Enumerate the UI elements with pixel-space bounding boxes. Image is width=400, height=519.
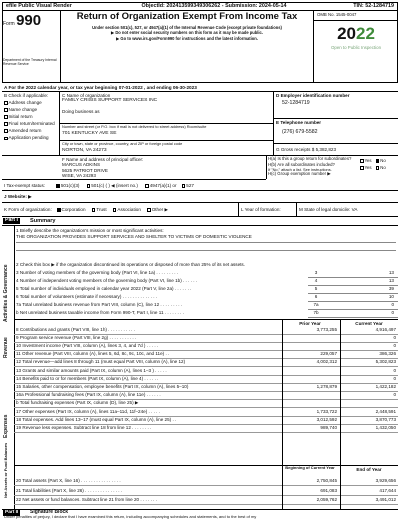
- eoy-header: End of Year: [356, 467, 382, 472]
- rule: [296, 202, 297, 216]
- gov-line-number: 5: [314, 286, 318, 291]
- phone: (276) 679-5582: [282, 129, 318, 135]
- gross-receipts: G Gross receipts $ 5,382,823: [276, 147, 337, 152]
- rev_lines-current: 4,916,497: [375, 327, 396, 332]
- rev_lines-label: 10 Investment income (Part VIII, column (A), lines 3, 4, and 7d ) . . . . .: [16, 343, 159, 349]
- h-b: H(b) Are all subordinates included?: [268, 161, 335, 167]
- check-item-checkbox[interactable]: [4, 129, 8, 133]
- part-2-text: Under penalties of perjury, I declare that I have examined this return, including accompanying schedules and statements, and to the best of my: [4, 514, 257, 519]
- rule: [238, 202, 239, 216]
- rule: [340, 319, 341, 509]
- check-item-2: [4, 114, 58, 119]
- gov-line-number: 3: [314, 270, 318, 275]
- department: Department of the Treasury Internal Revenue Service: [3, 58, 57, 67]
- gov-line-number: 6: [314, 294, 318, 299]
- subtitle-2: ▶ Do not enter social security numbers on this form as it may be made public.: [111, 30, 263, 36]
- street: 701 KENTUCKY AVE SE: [62, 131, 117, 136]
- status-4947-checkbox[interactable]: [145, 184, 149, 188]
- rule: [273, 91, 274, 155]
- form-number-block: [3, 12, 59, 29]
- mission: THE ORGANIZATION PROVIDES SUPPORT SERVICES AND SHELTER TO VICTIMS OF DOMESTIC VIOLENCE: [16, 234, 252, 239]
- gov-line-value: 0: [391, 310, 394, 315]
- rule: [273, 143, 398, 144]
- check-item-label: Final return/terminated: [8, 121, 55, 127]
- tin: TIN: 52-1284719: [353, 3, 394, 10]
- side-label-net-assets: Net Assets or Fund Balances: [3, 442, 8, 498]
- tax-year: 2022: [337, 23, 375, 43]
- exp_lines-prior: 989,740: [320, 424, 337, 430]
- rule: [2, 190, 398, 191]
- omb-number: OMB No. 1545-0047: [314, 11, 398, 21]
- net_lines-label: 20 Total assets (Part X, line 16) . . . . . . . . . . . . . . . .: [16, 478, 121, 483]
- officer-name: MARCUS ADKINS: [62, 162, 101, 168]
- hb-yes-no: Yes No: [360, 166, 386, 171]
- city: NORTON, VA 24273: [62, 148, 107, 153]
- exp_lines-label: 14 Benefits paid to or for members (Part IX, column (A), line 4) . . . . . .: [16, 376, 159, 382]
- rev_lines-label: 11 Other revenue (Part VIII, column (A), lines 5, 6d, 8c, 9c, 10c, and 11e) . .: [16, 351, 170, 357]
- other-checkbox[interactable]: [147, 208, 151, 212]
- officer-addr2: WISE, VA 24293: [62, 172, 96, 178]
- rule: [266, 155, 267, 179]
- rev_lines-prior: 3,773,255: [316, 327, 337, 332]
- exp_lines-current: 0: [393, 376, 396, 382]
- rev_lines-label: 12 Total revenue—add lines 8 through 11 (must equal Part VIII, column (A), line 12): [16, 359, 186, 365]
- part-1-title: Summary: [30, 218, 56, 224]
- form-title: Return of Organization Exempt From Income Tax: [76, 11, 298, 22]
- check-item-3: [4, 121, 58, 126]
- rule: [2, 179, 266, 180]
- rule: [273, 118, 398, 119]
- ein: 52-1284719: [282, 100, 310, 106]
- subtitle-1: Under section 501(c), 527, or 4947(a)(1) of the Internal Revenue Code (except private foundations): [92, 24, 282, 30]
- exp_lines-current: 0: [393, 392, 396, 398]
- net_lines-label: 21 Total liabilities (Part X, line 26) . . . . . . . . . . . . . . .: [16, 487, 123, 493]
- line-1-label: 1 Briefly describe the organization's mission or most significant activities:: [16, 228, 164, 233]
- status-501c3-checkbox[interactable]: [56, 184, 60, 188]
- gov-line-value: 10: [388, 294, 394, 299]
- gov-line-label: 5 Total number of individuals employed in calendar year 2022 (Part V, line 2a) . . . . . . .: [16, 286, 192, 291]
- net_lines-eoy: 3,929,656: [375, 478, 396, 483]
- section-b-title: B Check if applicable:: [4, 93, 49, 98]
- rule: [2, 202, 398, 203]
- part-2-title: Signature Block: [30, 509, 69, 515]
- efile-header-bar: [2, 2, 398, 11]
- subtitle-3: ▶ Go to www.irs.gov/Form990 for instructions and the latest information.: [116, 35, 258, 41]
- gov-line-label: 4 Number of independent voting members of the governing body (Part VI, line 1b) . . . . . .: [16, 278, 198, 283]
- rule: [2, 91, 398, 92]
- exp_lines-current: 2,448,591: [375, 408, 396, 414]
- check-item-label: Initial return: [8, 114, 33, 120]
- net_lines-boy: 691,083: [320, 487, 337, 493]
- org-name: FAMILY CRISIS SUPPORT SERVICES INC: [62, 98, 158, 104]
- hb-yes-checkbox[interactable]: [360, 166, 364, 170]
- gov-line-value: 13: [388, 270, 394, 275]
- gov-line-label: 3 Number of voting members of the governing body (Part VI, line 1a) . . . . . . . . .: [16, 270, 179, 275]
- exp_lines-current: 1,432,050: [375, 424, 396, 430]
- gov-line-number: 7a: [313, 302, 319, 307]
- gov-line-value: 13: [388, 278, 394, 283]
- part-2-tag: Part II: [5, 510, 19, 515]
- ha-yes-no: Yes No: [360, 159, 386, 164]
- exp_lines-label: 18 Total expenses. Add lines 13–17 (must equal Part IX, column (A), line 25) . .: [16, 416, 177, 422]
- net_lines-boy: 2,059,762: [316, 497, 337, 502]
- net_lines-boy: 2,750,845: [316, 478, 337, 483]
- check-item-label: Application pending: [8, 135, 49, 141]
- exp_lines-label: 15 Salaries, other compensation, employee benefits (Part IX, column (A), lines 5–10): [16, 384, 189, 390]
- rev_lines-current: 0: [393, 343, 396, 349]
- exp_lines-label: b Total fundraising expenses (Part IX, column (D), line 25) ▶: [16, 400, 139, 406]
- ein-label: D Employer identification number: [276, 93, 350, 98]
- exp_lines-label: 16a Professional fundraising fees (Part IX, column (A), line 11e) . . . . . .: [16, 392, 161, 398]
- prior-year-header: Prior Year: [299, 321, 321, 326]
- check-item-label: Address change: [8, 100, 42, 106]
- line-k: K Form of organization: Corporation Trust Association Other ▶: [4, 207, 168, 212]
- ha-no-checkbox[interactable]: [376, 159, 380, 163]
- exp_lines-current: 1,422,182: [375, 384, 396, 390]
- form-number: 990: [16, 12, 42, 29]
- line-a: A For the 2022 calendar year, or tax year beginning 07-01-2022 , and ending 06-30-2023: [4, 85, 197, 90]
- rule: [14, 225, 15, 509]
- side-label-expenses: Expenses: [3, 414, 9, 438]
- rule: [2, 225, 398, 226]
- check-item-label: Amended return: [8, 128, 42, 134]
- check-item-checkbox[interactable]: [4, 101, 8, 105]
- current-year-header: Current Year: [355, 321, 383, 326]
- check-item-checkbox[interactable]: [4, 108, 8, 112]
- org-name-label: C Name of organization: [62, 93, 111, 98]
- render-source: efile Public Visual Render: [6, 3, 72, 10]
- public-inspection: Open to Public Inspection: [330, 45, 382, 51]
- line-i: I Tax-exempt status: 501(c)(3) 501(c) ( ) ◀ (insert no.) 4947(a)(1) or 527: [4, 183, 194, 188]
- status-501c-checkbox[interactable]: [87, 184, 91, 188]
- phone-label: E Telephone number: [276, 120, 322, 125]
- gov-line-number: 7b: [313, 310, 319, 315]
- rev_lines-current: 386,326: [379, 351, 396, 357]
- rev_lines-label: 9 Program service revenue (Part VIII, line 2g) . . . . . . . . . . .: [16, 335, 137, 341]
- exp_lines-label: 19 Revenue less expenses. Subtract line 18 from line 12 . . . . . . . .: [16, 424, 152, 430]
- officer-label: F Name and address of principal officer:: [62, 157, 144, 162]
- check-item-4: [4, 128, 58, 133]
- city-label: City or town, state or province, country, and ZIP or foreign postal code: [62, 141, 183, 146]
- check-item-checkbox[interactable]: [4, 115, 8, 119]
- status-527-checkbox[interactable]: [182, 184, 186, 188]
- net_lines-eoy: 417,644: [379, 487, 396, 493]
- check-item-5: [4, 135, 58, 140]
- h-b-note: If "No," attach a list. See instructions.: [268, 166, 332, 172]
- principal-officer: [62, 157, 262, 178]
- exp_lines-prior: 1,278,879: [316, 384, 337, 390]
- gov-line-label: 7a Total unrelated business revenue from Part VIII, column (C), line 12 . . . . . . . . .: [16, 302, 183, 307]
- exp_lines-prior: 1,733,722: [316, 408, 337, 414]
- net_lines-label: 22 Net assets or fund balances. Subtract line 21 from line 20 . . . . . . .: [16, 497, 157, 502]
- hb-no-checkbox[interactable]: [376, 166, 380, 170]
- line-2: 2 Check this box ▶ if the organization discontinued its operations or disposed of more than 25% of its net assets.: [16, 262, 246, 267]
- year-of-formation: L Year of formation:: [241, 207, 281, 212]
- rule: [2, 216, 398, 217]
- dba-label: Doing business as: [62, 109, 100, 114]
- exp_lines-label: 13 Grants and similar amounts paid (Part IX, column (A), lines 1–3 ) . . . . .: [16, 368, 167, 373]
- header-divider: [60, 11, 61, 82]
- state-domicile: M State of legal domicile: VA: [299, 207, 358, 212]
- side-label-governance: Activities & Governance: [3, 264, 9, 322]
- street-label: Number and street (or P.O. box if mail is not delivered to street address) Room/suite: [62, 124, 207, 129]
- rule: [282, 319, 283, 509]
- gov-line-label: b Net unrelated business taxable income from Form 990-T, Part I, line 11 . . . . . . . .: [16, 310, 184, 315]
- rev_lines-current: 0: [393, 335, 396, 341]
- check-item-checkbox[interactable]: [4, 122, 8, 126]
- trust-checkbox[interactable]: [92, 208, 96, 212]
- net_lines-eoy: 3,491,012: [375, 497, 396, 502]
- exp_lines-current: 0: [393, 368, 396, 373]
- boy-header: Beginning of Current Year: [285, 465, 335, 470]
- section-c: [62, 93, 272, 104]
- exp_lines-prior: 3,012,592: [316, 416, 337, 422]
- gov-line-number: 4: [314, 278, 318, 283]
- corporation-checkbox[interactable]: [57, 208, 61, 212]
- check-item-checkbox[interactable]: [4, 137, 8, 141]
- gov-line-value: 39: [388, 286, 394, 291]
- check-item-label: Name change: [8, 107, 38, 113]
- rev_lines-current: 5,302,823: [375, 359, 396, 365]
- year-block: [313, 11, 398, 82]
- officer-addr1: 5625 PATRIOT DRIVE: [62, 167, 108, 173]
- part-1-tag: Part I: [5, 217, 18, 223]
- side-label-revenue: Revenue: [3, 337, 9, 358]
- gov-line-value: 0: [391, 302, 394, 307]
- association-checkbox[interactable]: [113, 208, 117, 212]
- title-block: [62, 12, 312, 41]
- object-id: ObjectId: 202413599349306262 - Submission: 2024-05-14: [141, 3, 287, 10]
- rev_lines-prior: 4,002,312: [316, 359, 337, 365]
- ha-yes-checkbox[interactable]: [360, 159, 364, 163]
- exp_lines-label: 17 Other expenses (Part IX, column (A), lines 11a–11d, 11f–24e) . . . . .: [16, 408, 161, 414]
- h-c: H(c) Group exemption number ▶: [268, 171, 331, 177]
- form-label: Form: [3, 21, 15, 27]
- h-a: H(a) Is this a group return for subordinates?: [268, 156, 352, 161]
- check-item-1: [4, 107, 58, 112]
- rev_lines-label: 8 Contributions and grants (Part VIII, line 1h) . . . . . . . . . . .: [16, 327, 135, 332]
- gov-line-label: 6 Total number of volunteers (estimate if necessary) . . . . . . . . . . . . . .: [16, 294, 158, 299]
- check-item-0: [4, 100, 58, 105]
- line-j-website: J Website: ▶: [4, 194, 32, 199]
- section-b: [4, 93, 58, 141]
- exp_lines-current: 3,870,773: [375, 416, 396, 422]
- rev_lines-prior: 229,057: [320, 351, 337, 357]
